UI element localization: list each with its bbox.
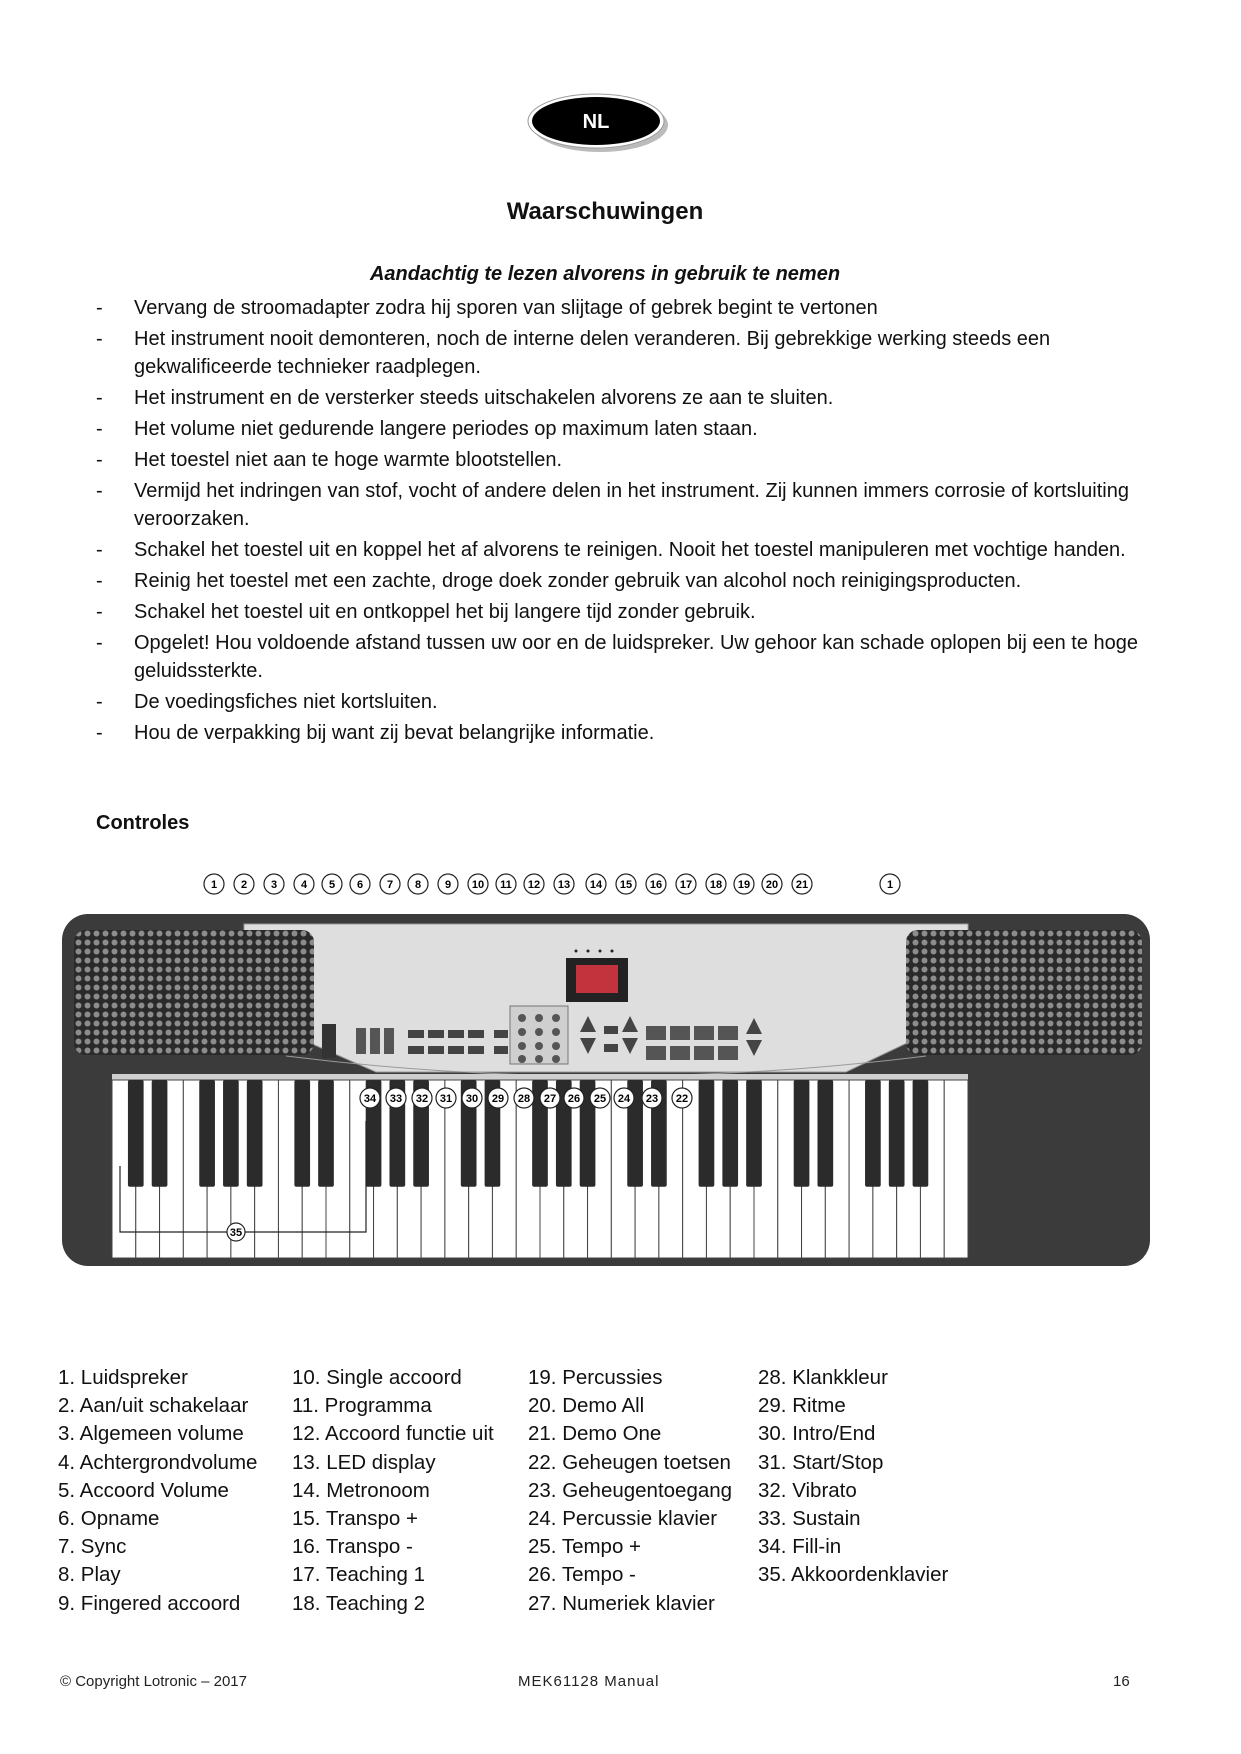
- bullet: -: [96, 632, 103, 654]
- bullet: -: [96, 480, 103, 502]
- keyboard-diagram: [56, 866, 1156, 1346]
- callout-23: [642, 1088, 662, 1108]
- svg-text:5: 5: [328, 879, 336, 891]
- legend-item: 7. Sync: [58, 1535, 127, 1559]
- list-item: - Het instrument en de versterker steeds uitschakelen alvorens ze aan te sluiten.: [96, 384, 1166, 412]
- callout-24: [614, 1088, 634, 1108]
- legend-item: 32. Vibrato: [758, 1478, 857, 1502]
- callout-28: [514, 1088, 534, 1108]
- list-item: - Opgelet! Hou voldoende afstand tussen uw oor en de luidspreker. Uw gehoor kan schade oplopen bij een te hoge geluidssterkte.: [96, 629, 1166, 685]
- legend-item: 26. Tempo -: [528, 1563, 636, 1587]
- callout-34: [360, 1088, 380, 1108]
- bullet: -: [96, 722, 103, 744]
- black-key: [889, 1080, 905, 1187]
- footer-manual: MEK61128 Manual: [518, 1673, 660, 1690]
- legend-item: 13. LED display: [292, 1450, 436, 1474]
- legend-item: 14. Metronoom: [292, 1478, 430, 1502]
- callout-14: [586, 874, 606, 894]
- callout-9: [438, 874, 458, 894]
- legend-item: 18. Teaching 2: [292, 1591, 425, 1615]
- callout-5: [322, 874, 342, 894]
- callout-12: [524, 874, 544, 894]
- legend-item: 4. Achtergrondvolume: [58, 1450, 258, 1474]
- controls-heading: Controles: [96, 812, 190, 834]
- black-key: [318, 1080, 334, 1187]
- legend-item: 2. Aan/uit schakelaar: [58, 1394, 249, 1418]
- svg-text:18: 18: [709, 879, 723, 891]
- black-key: [746, 1080, 762, 1187]
- black-key: [817, 1080, 833, 1187]
- black-key: [152, 1080, 168, 1187]
- callout-3: [264, 874, 284, 894]
- legend-item: 35. Akkoordenklavier: [758, 1563, 949, 1587]
- callout-1: [880, 874, 900, 894]
- svg-text:35: 35: [229, 1227, 243, 1239]
- callout-1: [204, 874, 224, 894]
- svg-text:1: 1: [210, 879, 218, 891]
- legend-item: 9. Fingered accoord: [58, 1591, 241, 1615]
- legend-item: 20. Demo All: [528, 1394, 645, 1418]
- bullet: -: [96, 387, 103, 409]
- bullet: -: [96, 570, 103, 592]
- callout-29: [488, 1088, 508, 1108]
- callout-16: [646, 874, 666, 894]
- list-item: - Vervang de stroomadapter zodra hij sporen van slijtage of gebrek begint te vertonen: [96, 294, 1166, 322]
- top-callouts: [204, 874, 900, 894]
- callout-7: [380, 874, 400, 894]
- svg-text:24: 24: [617, 1093, 631, 1105]
- black-key: [199, 1080, 215, 1187]
- legend-column-3: [528, 1364, 732, 1618]
- callout-33: [386, 1088, 406, 1108]
- bullet: -: [96, 601, 103, 623]
- black-key: [294, 1080, 310, 1187]
- bullet: -: [96, 328, 103, 350]
- legend-item: 15. Transpo +: [292, 1507, 418, 1531]
- power-switch: [322, 1024, 336, 1058]
- svg-text:6: 6: [356, 879, 364, 891]
- legend-column-4: [758, 1364, 948, 1590]
- svg-text:15: 15: [619, 879, 633, 891]
- svg-text:11: 11: [500, 879, 512, 891]
- legend-column-2: [292, 1364, 494, 1618]
- callout-25: [590, 1088, 610, 1108]
- svg-text:21: 21: [795, 879, 809, 891]
- legend-item: 10. Single accoord: [292, 1366, 462, 1389]
- svg-text:12: 12: [527, 879, 541, 891]
- svg-text:3: 3: [270, 879, 278, 891]
- bullet: -: [96, 297, 103, 319]
- callout-11: [496, 874, 516, 894]
- callout-19: [734, 874, 754, 894]
- svg-text:34: 34: [363, 1093, 377, 1105]
- callout-22: [672, 1088, 692, 1108]
- legend-item: 11. Programma: [292, 1394, 432, 1418]
- list-item: - Hou de verpakking bij want zij bevat belangrijke informatie.: [96, 719, 1166, 747]
- svg-text:19: 19: [737, 879, 751, 891]
- legend-item: 33. Sustain: [758, 1507, 861, 1531]
- warnings-list: [96, 294, 1166, 750]
- legend-item: 21. Demo One: [528, 1422, 662, 1446]
- black-key: [223, 1080, 239, 1187]
- list-item: - Vermijd het indringen van stof, vocht of andere delen in het instrument. Zij kunnen immers corrosie of kortsluiting veroorzaken.: [96, 477, 1166, 533]
- bullet: -: [96, 449, 103, 471]
- legend-item: 19. Percussies: [528, 1366, 663, 1389]
- bullet: -: [96, 418, 103, 440]
- black-key: [722, 1080, 738, 1187]
- callout-13: [554, 874, 574, 894]
- legend-item: 29. Ritme: [758, 1394, 846, 1418]
- speaker-grille-right: [906, 930, 1142, 1055]
- legend-item: 12. Accoord functie uit: [292, 1422, 494, 1446]
- svg-text:26: 26: [567, 1093, 581, 1105]
- legend-item: 24. Percussie klavier: [528, 1507, 718, 1531]
- svg-text:14: 14: [589, 879, 603, 891]
- svg-text:17: 17: [679, 879, 693, 891]
- list-item: - De voedingsfiches niet kortsluiten.: [96, 688, 1166, 716]
- svg-text:10: 10: [471, 879, 485, 891]
- legend-item: 30. Intro/End: [758, 1422, 876, 1446]
- svg-text:16: 16: [649, 879, 663, 891]
- callout-2: [234, 874, 254, 894]
- black-key: [128, 1080, 144, 1187]
- legend-item: 28. Klankkleur: [758, 1366, 888, 1389]
- legend-item: 22. Geheugen toetsen: [528, 1450, 731, 1474]
- callout-26: [564, 1088, 584, 1108]
- svg-text:1: 1: [886, 879, 894, 891]
- callout-6: [350, 874, 370, 894]
- svg-text:13: 13: [557, 879, 571, 891]
- footer-page-number: 16: [1113, 1673, 1130, 1690]
- svg-text:20: 20: [765, 879, 779, 891]
- svg-text:22: 22: [675, 1093, 689, 1105]
- callout-35: [227, 1223, 245, 1241]
- footer-copyright: © Copyright Lotronic – 2017: [60, 1673, 247, 1690]
- callout-21: [792, 874, 812, 894]
- svg-text:7: 7: [386, 879, 394, 891]
- list-item: - Het toestel niet aan te hoge warmte blootstellen.: [96, 446, 1166, 474]
- legend-item: 16. Transpo -: [292, 1535, 413, 1559]
- legend-item: 6. Opname: [58, 1507, 160, 1531]
- svg-text:31: 31: [439, 1093, 453, 1105]
- legend-item: 1. Luidspreker: [58, 1366, 188, 1389]
- list-item: - Reinig het toestel met een zachte, droge doek zonder gebruik van alcohol noch reinigingsproducten.: [96, 567, 1166, 595]
- callout-10: [468, 874, 488, 894]
- callout-27: [540, 1088, 560, 1108]
- svg-text:33: 33: [389, 1093, 403, 1105]
- list-item: - Schakel het toestel uit en koppel het af alvorens te reinigen. Nooit het toestel manipuleren met vochtige handen.: [96, 536, 1166, 564]
- svg-text:25: 25: [593, 1093, 607, 1105]
- svg-text:29: 29: [491, 1093, 505, 1105]
- legend-item: 8. Play: [58, 1563, 121, 1587]
- white-key: [944, 1080, 968, 1258]
- legend-item: 31. Start/Stop: [758, 1450, 884, 1474]
- black-key: [913, 1080, 929, 1187]
- svg-text:2: 2: [240, 879, 248, 891]
- svg-text:8: 8: [414, 879, 422, 891]
- legend-column-1: [58, 1364, 257, 1618]
- callout-18: [706, 874, 726, 894]
- language-badge-text: NL: [582, 111, 610, 133]
- page-subtitle: Aandachtig te lezen alvorens in gebruik te nemen: [369, 263, 841, 285]
- svg-text:28: 28: [517, 1093, 531, 1105]
- legend-item: 23. Geheugentoegang: [528, 1478, 733, 1502]
- speaker-grille-left: [74, 930, 314, 1055]
- black-key: [699, 1080, 715, 1187]
- page-title: Waarschuwingen: [506, 198, 704, 225]
- list-item: - Het instrument nooit demonteren, noch de interne delen veranderen. Bij gebrekkige werking steeds een gekwalificeerde technieker raadplegen.: [96, 325, 1166, 381]
- legend-item: 34. Fill-in: [758, 1535, 842, 1559]
- bullet: -: [96, 539, 103, 561]
- callout-15: [616, 874, 636, 894]
- callout-31: [436, 1088, 456, 1108]
- black-key: [794, 1080, 810, 1187]
- callout-17: [676, 874, 696, 894]
- callout-32: [412, 1088, 432, 1108]
- svg-text:23: 23: [645, 1093, 659, 1105]
- svg-text:30: 30: [465, 1093, 479, 1105]
- svg-text:32: 32: [415, 1093, 429, 1105]
- list-item: - Schakel het toestel uit en ontkoppel het bij langere tijd zonder gebruik.: [96, 598, 1166, 626]
- legend-item: 17. Teaching 1: [292, 1563, 425, 1587]
- list-item: - Het volume niet gedurende langere periodes op maximum laten staan.: [96, 415, 1166, 443]
- svg-text:27: 27: [543, 1093, 557, 1105]
- callout-4: [294, 874, 314, 894]
- black-key: [865, 1080, 881, 1187]
- black-key: [247, 1080, 263, 1187]
- language-badge: [524, 90, 670, 154]
- legend-item: 27. Numeriek klavier: [528, 1591, 715, 1615]
- callout-20: [762, 874, 782, 894]
- callout-8: [408, 874, 428, 894]
- volume-sliders: [356, 1028, 394, 1054]
- legend-item: 5. Accoord Volume: [58, 1478, 229, 1502]
- svg-text:4: 4: [300, 879, 308, 891]
- callout-30: [462, 1088, 482, 1108]
- bullet: -: [96, 691, 103, 713]
- legend-item: 25. Tempo +: [528, 1535, 642, 1559]
- legend-item: 3. Algemeen volume: [58, 1422, 244, 1446]
- svg-text:9: 9: [444, 879, 452, 891]
